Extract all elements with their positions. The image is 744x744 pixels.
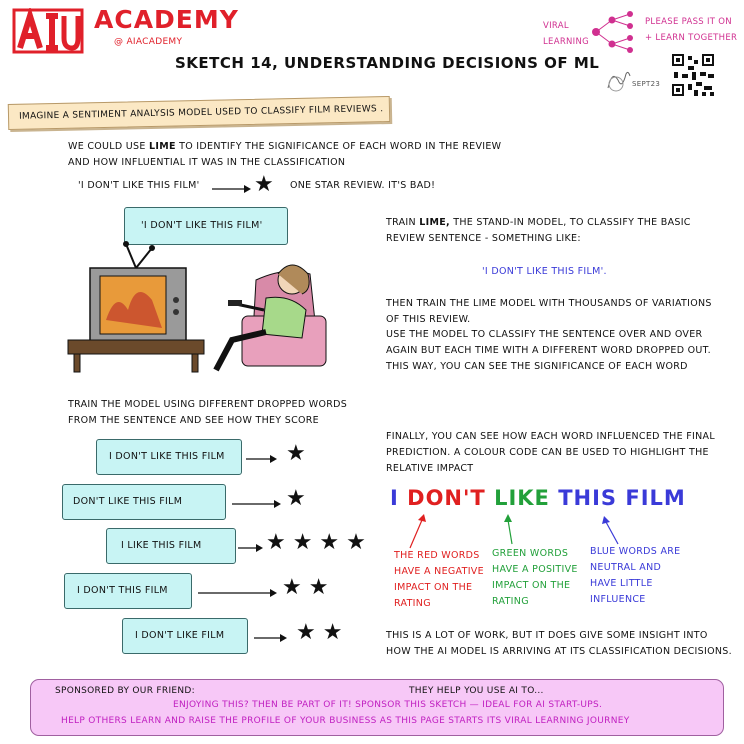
banner-text: IMAGINE A SENTIMENT ANALYSIS MODEL USED TO CLASSIFY FILM REVIEWS . [18, 104, 384, 122]
arrow-icon [198, 584, 278, 603]
variation-bubble: I DON'T LIKE THIS FILM [96, 439, 242, 475]
blue-legend: BLUE WORDS ARE NEUTRAL AND HAVE LITTLE INFLUENCE [590, 546, 681, 605]
qr-code-icon[interactable] [670, 52, 716, 102]
arrow-icon [212, 180, 252, 199]
star-rating: ★ ★ [282, 575, 329, 600]
variation-bubble: I DON'T THIS FILM [64, 573, 192, 609]
example-quote: 'I DON'T LIKE THIS FILM' [78, 180, 200, 191]
green-legend: GREEN WORDS HAVE A POSITIVE IMPACT ON THE RATING [492, 548, 578, 607]
arrow-icon [232, 495, 282, 514]
speech-bubble: 'I DON'T LIKE THIS FILM' [124, 207, 288, 245]
variation-bubble: I DON'T LIKE FILM [122, 618, 248, 654]
variation-bubble: I LIKE THIS FILM [106, 528, 236, 564]
colored-sentence: I DON'T LIKE THIS FILM [390, 486, 686, 510]
social-handle[interactable]: @ AIACADEMY [114, 37, 183, 47]
person-on-couch-icon [216, 265, 326, 370]
star-rating: ★ ★ [296, 620, 343, 645]
variation-bubble: DON'T LIKE THIS FILM [62, 484, 226, 520]
they-help-label: THEY HELP YOU USE AI TO... [409, 686, 544, 696]
arrow-icon [254, 629, 288, 648]
pass-it-on-label: PLEASE PASS IT ON + LEARN TOGETHER [645, 17, 738, 43]
lime-intro: WE COULD USE LIME TO IDENTIFY THE SIGNIFICANCE OF EACH WORD IN THE REVIEW AND HOW INFLUENTIAL IT WAS IN THE CLASSIFICATION [68, 141, 502, 168]
brand-name: ACADEMY [94, 5, 239, 34]
star-rating: ★ [286, 441, 306, 466]
network-dots-icon [588, 8, 644, 60]
viral-learning-label: VIRAL LEARNING [543, 21, 590, 47]
signature-date: SEPT23 [632, 80, 661, 88]
red-legend: THE RED WORDS HAVE A NEGATIVE IMPACT ON THE RATING [394, 550, 484, 609]
sponsor-pitch: ENJOYING THIS? THEN BE PART OF IT! SPONSOR THIS SKETCH — IDEAL FOR AI START-UPS. [173, 700, 603, 710]
train-dropped-words-text: TRAIN THE MODEL USING DIFFERENT DROPPED WORDS FROM THE SENTENCE AND SEE HOW THEY SCORE [68, 399, 348, 426]
sponsor-footer[interactable] [30, 679, 724, 736]
basic-sentence-quote: 'I DON'T LIKE THIS FILM'. [482, 266, 607, 277]
finally-text: FINALLY, YOU CAN SEE HOW EACH WORD INFLUENCED THE FINAL PREDICTION. A COLOUR CODE CAN BE USED TO HIGHLIGHT THE RELATIVE IMPACT [386, 431, 715, 474]
sponsored-label: SPONSORED BY OUR FRIEND: [55, 686, 195, 696]
closing-text: THIS IS A LOT OF WORK, BUT IT DOES GIVE SOME INSIGHT INTO HOW THE AI MODEL IS ARRIVING AT ITS CLASSIFICATION DECISIONS. [386, 630, 732, 657]
use-model-text: USE THE MODEL TO CLASSIFY THE SENTENCE OVER AND OVER AGAIN BUT EACH TIME WITH A DIFFERENT WORD DROPPED OUT. THIS WAY, YOU CAN SEE THE SIGNIFICANCE OF EACH WORD [386, 329, 711, 372]
signature-icon [604, 66, 634, 100]
page-title: SKETCH 14, UNDERSTANDING DECISIONS OF ML [175, 54, 600, 72]
intro-banner [8, 96, 390, 130]
tv-couch-illustration [66, 240, 366, 384]
star-icon: ★ [254, 172, 274, 197]
train-lime-text: TRAIN LIME, THE STAND-IN MODEL, TO CLASSIFY THE BASIC REVIEW SENTENCE - SOMETHING LIKE: [386, 217, 691, 244]
sponsor-help: HELP OTHERS LEARN AND RAISE THE PROFILE OF YOUR BUSINESS AS THIS PAGE STARTS ITS VIRAL LEARNING JOURNEY [61, 716, 630, 726]
ai-academy-logo [12, 8, 84, 54]
star-rating: ★ ★ ★ ★ [266, 530, 366, 555]
arrow-icon [238, 539, 264, 558]
star-rating: ★ [286, 486, 306, 511]
arrow-icon [246, 450, 278, 469]
example-result: ONE STAR REVIEW. IT'S BAD! [290, 180, 436, 191]
tv-icon [90, 268, 186, 342]
then-train-text: THEN TRAIN THE LIME MODEL WITH THOUSANDS OF VARIATIONS OF THIS REVIEW. [386, 298, 712, 325]
